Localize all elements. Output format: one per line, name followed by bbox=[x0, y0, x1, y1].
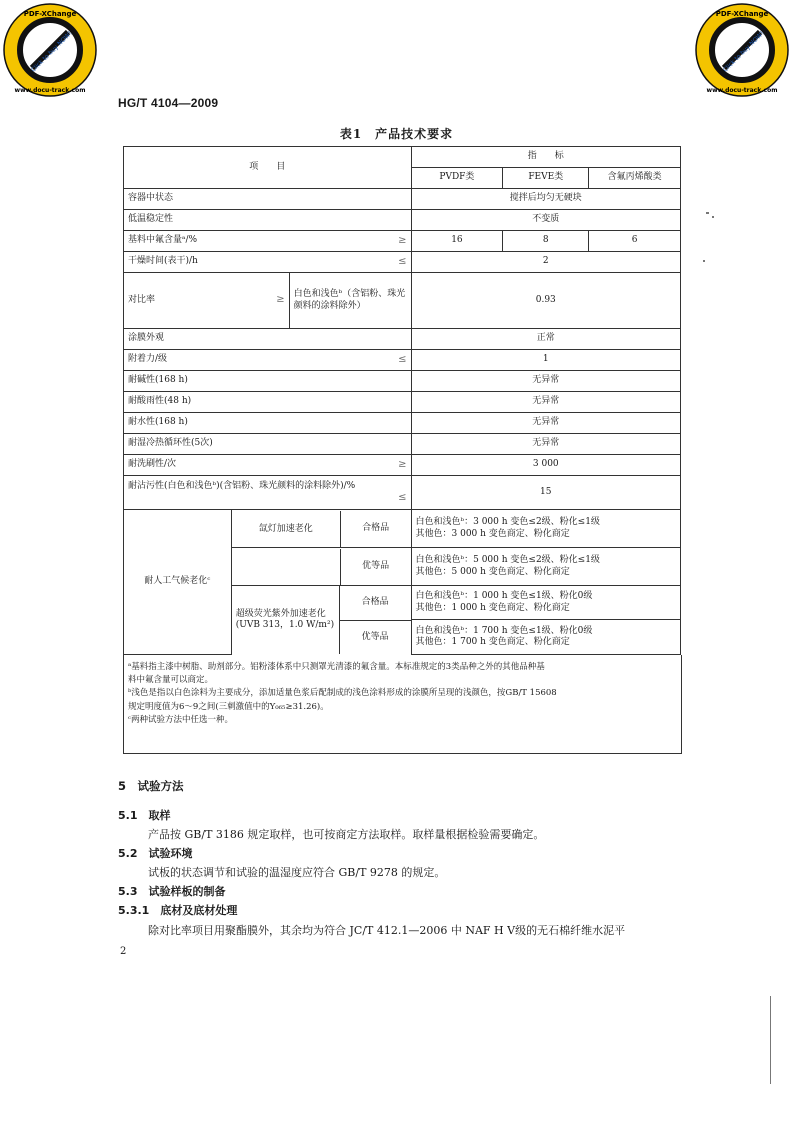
value-feve: 8 bbox=[503, 231, 589, 252]
scan-artifact bbox=[706, 212, 709, 214]
row-label: 涂膜外观 bbox=[124, 329, 412, 350]
badge-left-line3: www.docu-track.com bbox=[14, 87, 86, 94]
result-line: 其他色：5 000 h 变色商定、粉化商定 bbox=[415, 566, 570, 577]
table-row bbox=[124, 350, 681, 371]
pdf-xchange-badge-right[interactable] bbox=[694, 2, 790, 98]
ge-symbol: ≥ bbox=[289, 455, 411, 476]
row-sublabel: 白色和浅色ᵇ（含铝粉、珠光颜料的涂料除外） bbox=[289, 273, 411, 329]
row-label: 基料中氟含量ᵃ/% bbox=[124, 231, 290, 252]
row-value: 2 bbox=[411, 252, 680, 273]
row-value: 无异常 bbox=[411, 392, 680, 413]
le-symbol: ≤ bbox=[289, 252, 411, 273]
table-row bbox=[124, 371, 681, 392]
badge-right-line1: PDF-XChange bbox=[715, 10, 769, 18]
note-b-cont: 规定明度值为6～9之间(三刺激值中的Y₀₆₅≥31.26)。 bbox=[128, 701, 329, 712]
indicator-header: 指 标 bbox=[411, 147, 680, 168]
spec-table bbox=[123, 146, 681, 655]
section-5-3-heading: 5.3 试验样板的制备 bbox=[118, 885, 226, 898]
row-value: 无异常 bbox=[411, 413, 680, 434]
grade-qualified: 合格品 bbox=[340, 586, 411, 621]
section-5-1-text: 产品按 GB/T 3186 规定取样，也可按商定方法取样。取样量根据检验需要确定。 bbox=[148, 828, 545, 841]
row-label: 附着力/级 bbox=[124, 350, 290, 371]
row-label bbox=[124, 476, 412, 510]
note-c: ᶜ两种试验方法中任选一种。 bbox=[128, 714, 233, 725]
table-row bbox=[124, 189, 681, 210]
weather-result bbox=[411, 510, 680, 548]
table-row bbox=[124, 210, 681, 231]
section-5-2-heading: 5.2 试验环境 bbox=[118, 847, 193, 860]
scan-artifact bbox=[770, 996, 771, 1084]
row-value: 1 bbox=[411, 350, 680, 371]
weather-result bbox=[411, 548, 680, 586]
le-symbol: ≤ bbox=[289, 350, 411, 371]
grade-superior: 优等品 bbox=[362, 560, 390, 571]
grade-qualified: 合格品 bbox=[362, 522, 390, 533]
table-row bbox=[124, 392, 681, 413]
row-label: 低温稳定性 bbox=[124, 210, 412, 231]
row-value: 无异常 bbox=[411, 371, 680, 392]
result-line: 白色和浅色ᵇ：1 700 h 变色≤1级、粉化0级 bbox=[415, 625, 593, 636]
table-row bbox=[124, 273, 681, 329]
section-5-heading: 5 试验方法 bbox=[118, 779, 184, 793]
uvb-method: 超级荧光紫外加速老化(UVB 313，1.0 W/m²) bbox=[232, 586, 340, 654]
table-header-row bbox=[124, 147, 681, 168]
weather-row bbox=[124, 510, 681, 548]
standard-number: HG/T 4104—2009 bbox=[118, 96, 219, 110]
col-acrylic: 含氟丙烯酸类 bbox=[589, 168, 681, 189]
badge-right-line3: www.docu-track.com bbox=[706, 87, 778, 94]
result-line: 白色和浅色ᵇ：5 000 h 变色≤2级、粉化≤1级 bbox=[415, 555, 600, 566]
result-line: 白色和浅色ᵇ：1 000 h 变色≤1级、粉化0级 bbox=[415, 591, 593, 602]
weather-result bbox=[411, 620, 680, 654]
grade-superior: 优等品 bbox=[361, 631, 389, 642]
ge-symbol: ≥ bbox=[231, 273, 289, 329]
row-label: 耐洗刷性/次 bbox=[124, 455, 290, 476]
weather-label: 耐人工气候老化ᶜ bbox=[124, 510, 232, 655]
note-a-cont: 料中氟含量可以商定。 bbox=[128, 675, 214, 686]
row-value: 不变质 bbox=[411, 210, 680, 231]
table-notes bbox=[123, 657, 681, 731]
value-acrylic: 6 bbox=[589, 231, 681, 252]
row-label: 耐水性(168 h) bbox=[124, 413, 412, 434]
row-label: 耐碱性(168 h) bbox=[124, 371, 412, 392]
row-label: 耐酸雨性(48 h) bbox=[124, 392, 412, 413]
table-row bbox=[124, 231, 681, 252]
result-line: 白色和浅色ᵇ：3 000 h 变色≤2级、粉化≤1级 bbox=[415, 517, 600, 528]
scan-artifact bbox=[712, 216, 714, 218]
table-row bbox=[124, 413, 681, 434]
scan-artifact bbox=[703, 260, 705, 262]
page-number: 2 bbox=[120, 946, 127, 957]
value-pvdf: 16 bbox=[411, 231, 503, 252]
table-caption: 表1 产品技术要求 bbox=[339, 127, 454, 141]
table-row bbox=[124, 434, 681, 455]
le-symbol: ≤ bbox=[398, 491, 407, 503]
badge-left-line2: Click to buy NOW! bbox=[29, 29, 74, 74]
section-5-3-1-text: 除对比率项目用聚酯膜外，其余均为符合 JC/T 412.1—2006 中 NAF H Ⅴ级的无石棉纤维水泥平 bbox=[148, 924, 626, 937]
section-5-2-text: 试板的状态调节和试验的温湿度应符合 GB/T 9278 的规定。 bbox=[148, 866, 446, 879]
row-label: 对比率 bbox=[124, 273, 232, 329]
col-feve: FEVE类 bbox=[503, 168, 589, 189]
result-line: 其他色：1 000 h 变色商定、粉化商定 bbox=[415, 602, 570, 613]
result-line: 其他色：1 700 h 变色商定、粉化商定 bbox=[415, 636, 570, 647]
row-value: 正常 bbox=[411, 329, 680, 350]
row-value: 3 000 bbox=[411, 455, 680, 476]
ge-symbol: ≥ bbox=[289, 231, 411, 252]
table-row bbox=[124, 329, 681, 350]
note-a: ᵃ基料指主漆中树脂、助剂部分。铝粉漆体系中只测罩光清漆的氟含量。本标准规定的3类品种之外的其他品种基 bbox=[128, 662, 545, 672]
note-b: ᵇ浅色是指以白色涂料为主要成分，添加适量色浆后配制成的浅色涂料形成的涂膜所呈现的浅颜色，按GB/T 15608 bbox=[128, 688, 557, 699]
row-label: 容器中状态 bbox=[124, 189, 412, 210]
pdf-xchange-badge-left[interactable] bbox=[2, 2, 98, 98]
result-line: 其他色：3 000 h 变色商定、粉化商定 bbox=[415, 528, 570, 539]
row-label: 耐湿冷热循环性(5次) bbox=[124, 434, 412, 455]
section-5-1-heading: 5.1 取样 bbox=[118, 809, 171, 822]
badge-left-line1: PDF-XChange bbox=[23, 10, 77, 18]
col-pvdf: PVDF类 bbox=[411, 168, 503, 189]
table-row bbox=[124, 476, 681, 510]
weather-result bbox=[411, 586, 680, 620]
row-label: 干燥时间(表干)/h bbox=[124, 252, 290, 273]
badge-right-line2: Click to buy NOW! bbox=[721, 29, 766, 74]
item-header: 项 目 bbox=[124, 147, 412, 189]
row-value: 15 bbox=[411, 476, 680, 510]
row-value: 无异常 bbox=[411, 434, 680, 455]
table-row bbox=[124, 455, 681, 476]
row-value: 0.93 bbox=[411, 273, 680, 329]
section-5-3-1-heading: 5.3.1 底材及底材处理 bbox=[118, 904, 238, 917]
row-label-text: 耐沾污性(白色和浅色ᵇ)(含铝粉、珠光颜料的涂料除外)/% bbox=[128, 480, 356, 491]
xenon-method: 氙灯加速老化 bbox=[232, 511, 341, 547]
table-row bbox=[124, 252, 681, 273]
row-value: 搅拌后均匀无硬块 bbox=[411, 189, 680, 210]
